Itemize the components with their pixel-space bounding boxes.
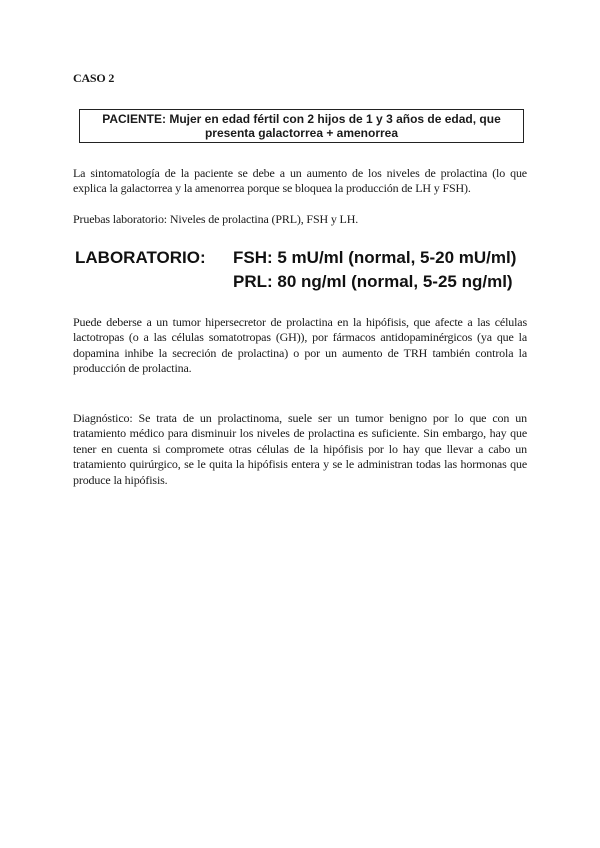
- case-title: CASO 2: [73, 71, 115, 85]
- lab-result-prl: PRL: 80 ng/ml (normal, 5-25 ng/ml): [233, 272, 513, 291]
- tests-paragraph: Pruebas laboratorio: Niveles de prolactina (PRL), FSH y LH.: [73, 212, 359, 226]
- laboratory-label: LABORATORIO:: [75, 248, 206, 267]
- diagnosis-paragraph: Diagnóstico: Se trata de un prolactinoma, suele ser un tumor benigno por lo que con un tratamiento médico para disminuir los niveles de prolactina es suficiente. Sin embargo, hay que tener en cuenta si compromete otras células de la hipófisis por lo hay que llevar a cabo un tratamiento quirúrgico, se le quita la hipófisis entera y se le administran todas las hormonas que produce la hipófisis.: [73, 411, 527, 487]
- patient-summary-box: [79, 109, 524, 143]
- lab-result-fsh: FSH: 5 mU/ml (normal, 5-20 mU/ml): [233, 248, 517, 267]
- symptoms-paragraph: La sintomatología de la paciente se debe a un aumento de los niveles de prolactina (lo que explica la galactorrea y la amenorrea porque se bloquea la producción de LH y FSH).: [73, 166, 527, 196]
- patient-summary-text: PACIENTE: Mujer en edad fértil con 2 hijos de 1 y 3 años de edad, que presenta galactorrea + amenorrea: [102, 112, 501, 140]
- causes-paragraph: Puede deberse a un tumor hipersecretor de prolactina en la hipófisis, que afecte a las células lactotropas (o a las células somatotropas (GH)), por fármacos antidopaminérgicos (ya que la dopamina inhibe la secreción de prolactina) o por un aumento de TRH también controla la producción de prolactina.: [73, 315, 527, 376]
